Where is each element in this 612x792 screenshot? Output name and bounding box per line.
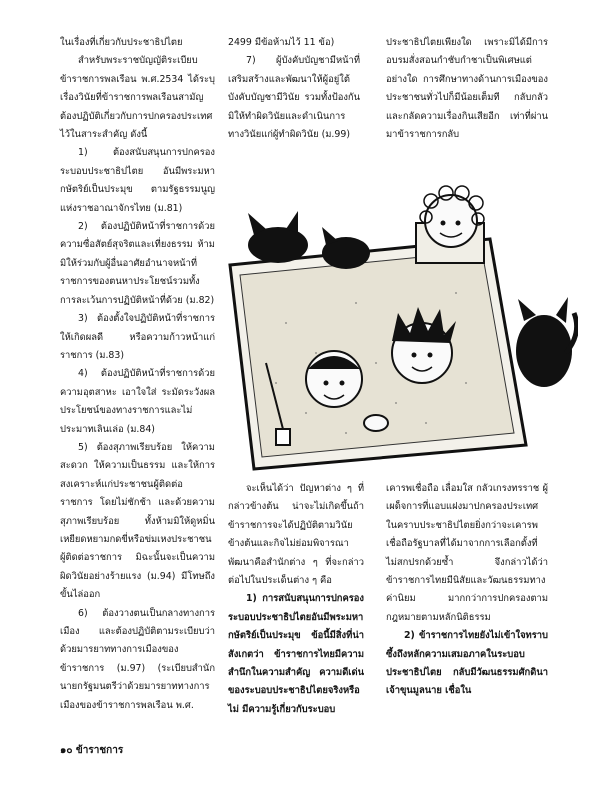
list-item: 2) ข้าราชการไทยยังไม่เข้าใจทราบซึ้งถึงหลักความเสมอภาคในระบอบประชาธิปไตย กลับมีวัฒนธรรมศักดินา เจ้าขุนมูลนาย เชื่อใน — [386, 630, 548, 697]
list-item: 1) การสนับสนุนการปกครองระบอบประชาธิปไตยอันมีพระมหากษัตริย์เป็นประมุข ข้อนี้มีสิ่งที่น่าสังเกตว่า ข้าราชการไทยมีความสำนึกในความสำคัญ ความดีเด่นของระบอบประชาธิปไตยจริงหรือไม่ มีความรู้เกี่ยวกับระบอบ — [228, 593, 364, 715]
column-1 — [60, 34, 215, 715]
list-item: 1) ต้องสนับสนุนการปกครองระบอบประชาธิปไตย อันมีพระมหากษัตริย์เป็นประมุข ตามรัฐธรรมนูญแห่งราชอาณาจักรไทย (ม.81) — [60, 147, 215, 214]
column-2 — [228, 34, 360, 144]
list-item: 4) ต้องปฏิบัติหน้าที่ราชการด้วยความอุตสาหะ เอาใจใส่ ระมัดระวังผลประโยชน์ของทางราชการและไม่ประมาทเลินเล่อ (ม.84) — [60, 368, 215, 435]
column-3 — [386, 34, 548, 144]
column-5 — [386, 480, 548, 701]
paragraph: ประชาธิปไตยเพียงใด เพราะมิได้มีการอบรมสั่งสอนกำชับกำชาเป็นพิเศษแต่อย่างใด การศึกษาทางด้านการเมืองของประชาชนทั่วไปก็มีน้อยเต็มที กลับกลัวและกลัดความเรื่องกินเสียอีก เท่าที่ผ่านมาข้าราชการกลับ — [386, 37, 548, 141]
paragraph: จะเห็นได้ว่า ปัญหาต่าง ๆ ที่กล่าวข้างต้น น่าจะไม่เกิดขึ้นถ้าข้าราชการจะได้ปฏิบัติตามวินัยข้างต้นและกิจไม่ย่อมพิจารณาพัฒนาคือสำนักต่าง ๆ ที่จะกล่าวต่อไปในประเด็นต่าง ๆ คือ — [228, 483, 364, 587]
page-footer: ๑๐ ข้าราชการ — [60, 745, 124, 756]
paragraph: เคารพเชื่อถือ เลื่อมใส กลัวเกรงทรราช ผู้เผด็จการที่แอบแฝงมาปกครองประเทศในคราบประชาธิปไตยยิ่งกว่าจะเคารพเชื่อถือรัฐบาลที่ได้มาจากการเลือกตั้งที่ไม่สกปรกด้วยซ้ำ จึงกล่าวได้ว่าข้าราชการไทยมีนิสัยและวัฒนธรรมทางค่านิยม มากกว่าการปกครองตามกฎหมายตามหลักนิติธรรม — [386, 483, 548, 623]
list-item: 3) ต้องตั้งใจปฏิบัติหน้าที่ราชการให้เกิดผลดี หรือความก้าวหน้าแก่ราชการ (ม.83) — [60, 313, 215, 361]
list-item: 2) ต้องปฏิบัติหน้าที่ราชการด้วยความซื่อสัตย์สุจริตและเที่ยงธรรม ห้ามมิให้ร่วมกับผู้อื่นอาศัยอำนาจหน้าที่ราชการของตนหาประโยชน์รวมทั้งการละเว้นการปฏิบัติหน้าที่ด้วย (ม.82) — [60, 221, 215, 306]
paragraph: 2499 มีข้อห้ามไว้ 11 ข้อ) — [228, 37, 335, 48]
list-item: 6) ต้องวางตนเป็นกลางทางการเมือง และต้องปฏิบัติตามระเบียบว่าด้วยมารยาททางการเมืองของข้าราชการ (ม.97) (ระเบียบสำนักนายกรัฐมนตรีว่าด้วยมารยาททางการเมืองของข้าราชการพลเรือน พ.ศ. — [60, 607, 215, 711]
paragraph: สำหรับพระราชบัญญัติระเบียบข้าราชการพลเรือน พ.ศ.2534 ได้ระบุเรื่องวินัยที่ข้าราชการพลเรือนสามัญ ต้องปฏิบัติเกี่ยวกับการปกครองประเทศไว้ในสาระสำคัญ ดังนี้ — [60, 55, 215, 141]
sandbox-cartoon-illustration — [226, 183, 578, 472]
column-4 — [228, 480, 364, 719]
paragraph: ในเรื่องที่เกี่ยวกับประชาธิปไตย — [60, 37, 183, 48]
list-item: 5) ต้องสุภาพเรียบร้อย ให้ความสะดวก ให้ความเป็นธรรม และให้การสงเคราะห์แก่ประชาชนผู้ติดต่อราชการ โดยไม่ชักช้า และด้วยความสุภาพเรียบร้อย ทั้งห้ามมิให้ดูหมิ่นเหยียดหยามกดขี่หรือข่มเหงประชาชนผู้ติดต่อราชการ มิฉะนั้นจะเป็นความผิดวินัยอย่างร้ายแรง (ม.94) มีโทษถึงขั้นไล่ออก — [60, 441, 215, 601]
list-item: 7) ผู้บังคับบัญชามีหน้าที่เสริมสร้างและพัฒนาให้ผู้อยู่ใต้บังคับบัญชามีวินัย รวมทั้งป้องกันมิให้ทำผิดวินัยและดำเนินการทางวินัยแก่ผู้ทำผิดวินัย (ม.99) — [228, 55, 360, 141]
